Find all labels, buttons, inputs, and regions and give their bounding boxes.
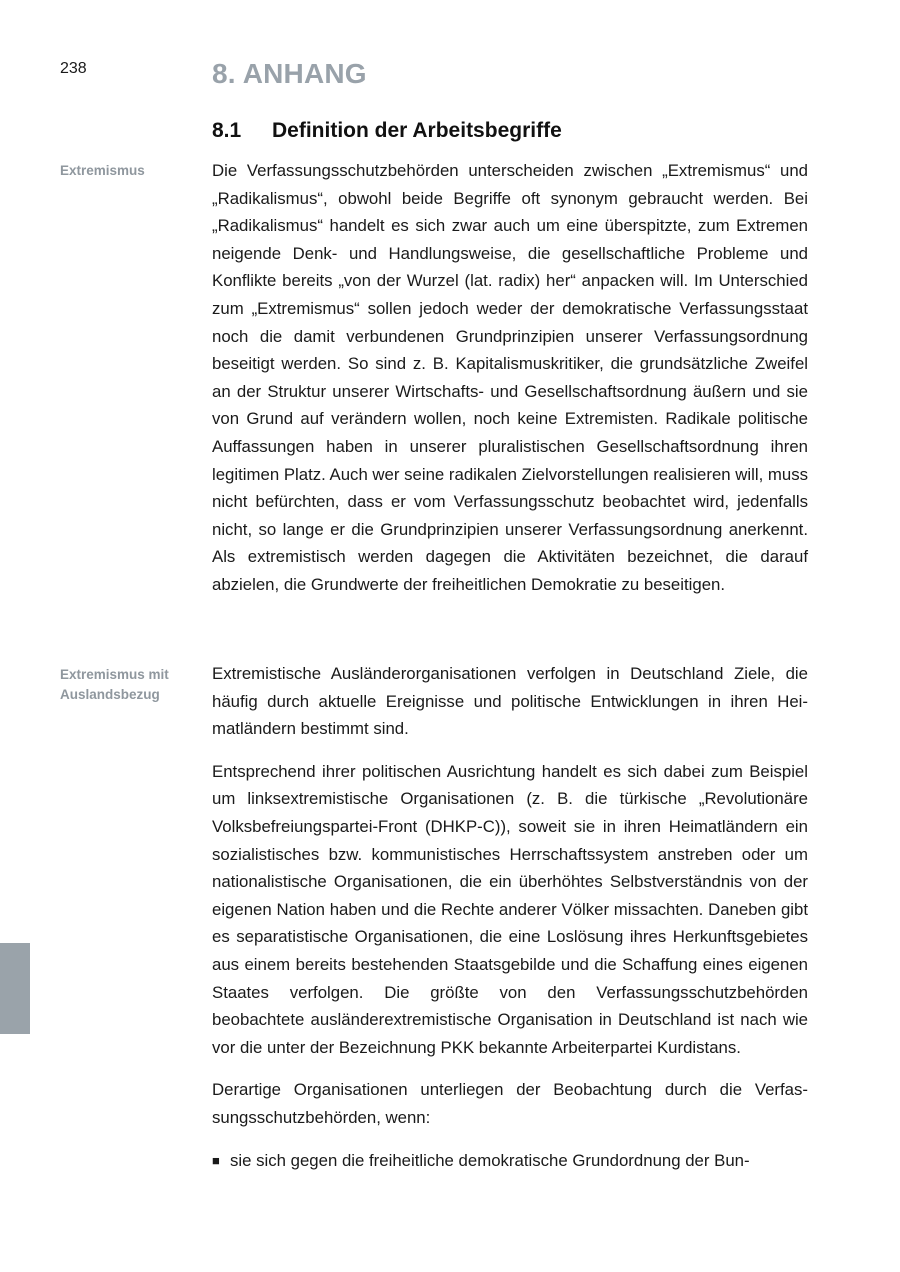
side-label-auslandsbezug: Extremismus mit Auslandsbezug [60, 667, 169, 702]
body-block-auslandsbezug [212, 660, 808, 1174]
bullet-text: sie sich gegen die freiheitliche demokratische Grundordnung der Bun- [230, 1150, 750, 1170]
chapter-title: 8. ANHANG [212, 58, 367, 89]
section-heading [212, 117, 562, 145]
section-number: 8.1 [212, 119, 242, 142]
paragraph: Extremistische Ausländerorganisationen verfolgen in Deutschland Ziele, die häufig durch aktuelle Ereignisse und politische Entwicklungen in ihren Heimatländern bestimmt sind. [212, 664, 808, 739]
bullet-item [212, 1147, 808, 1175]
chapter-thumb-tab [0, 943, 30, 1034]
paragraph: Derartige Organisationen unterliegen der Beobachtung durch die Verfassungsschutzbehörden, wenn: [212, 1080, 808, 1127]
body-block-extremismus [212, 157, 808, 599]
square-bullet-icon: ■ [212, 1152, 220, 1168]
paragraph: Entsprechend ihrer politischen Ausrichtung handelt es sich dabei zum Beispiel um linksextremistische Organisationen (z. B. die türkische „Revolutionäre Volksbefreiungspartei-Front (DHKP-C)), soweit sie in ihren Heimatländern ein sozialistisches bzw. kommunistisches Herrschaftssystem anstreben oder um nationalistische Organisationen, die ein überhöhtes Selbstverständnis von der eigenen Nation haben und die Rechte anderer Völker missachten. Daneben gibt es separatistische Organisationen, die eine Loslösung ihres Herkunftsgebietes aus einem bereits bestehenden Staatsgebilde und die Schaffung eines eigenen Staates verfolgen. Die größte von den Verfassungsschutzbehörden beobachtete ausländerextremistische Organisation in Deutschland ist nach wie vor die unter der Bezeichnung PKK bekannte Arbeiterpartei Kurdistans. [212, 761, 808, 1057]
section-title: Definition der Arbeitsbegriffe [272, 119, 562, 142]
side-label-extremismus: Extremismus [60, 163, 145, 178]
paragraph: Die Verfassungsschutzbehörden unterscheiden zwischen „Extremismus“ und „Radikalismus“, obwohl beide Begriffe oft synonym gebraucht werden. Bei „Radikalismus“ handelt es sich zwar auch um eine überspitzte, zum Extremen neigende Denk- und Handlungsweise, die gesellschaftliche Probleme und Konflikte bereits „von der Wurzel (lat. radix) her“ anpacken will. Im Unterschied zum „Extremismus“ sollen jedoch weder der demokratische Verfassungsstaat noch die damit verbundenen Grundprinzipien unserer Verfassungsordnung beseitigt werden. So sind z. B. Kapitalismuskritiker, die grundsätzliche Zweifel an der Struktur unserer Wirtschafts- und Gesellschaftsordnung äußern und sie von Grund auf verändern wollen, noch keine Extremisten. Radikale politische Auffassungen haben in unserer pluralistischen Gesellschaftsordnung ihren legitimen Platz. Auch wer seine radikalen Zielvorstellungen realisieren will, muss nicht befürchten, dass er vom Verfassungsschutz beobachtet wird, jedenfalls nicht, so lange er die Grundprinzipien unserer Verfassungsordnung anerkennt. Als extremistisch werden dagegen die Aktivitäten bezeichnet, die darauf abzielen, die Grundwerte der freiheitlichen Demokratie zu beseitigen. [212, 161, 809, 594]
page-number: 238 [60, 60, 87, 77]
